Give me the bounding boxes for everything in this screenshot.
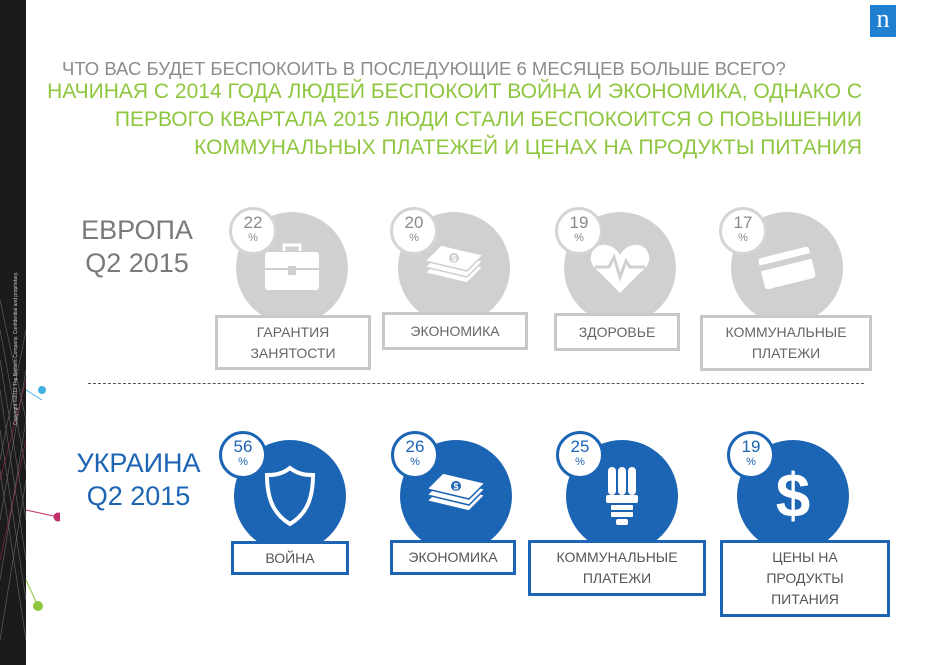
- copyright-text: Copyright ©2012 The Nielsen Company. Confidential and proprietary.: [13, 271, 19, 425]
- percent-badge: [390, 207, 438, 255]
- percent-badge: [229, 207, 277, 255]
- concern-label: КОММУНАЛЬНЫЕ ПЛАТЕЖИ: [528, 540, 706, 596]
- percent-value: 25: [570, 437, 590, 456]
- credit-card-icon: [757, 244, 817, 292]
- green-dot-icon: [33, 601, 43, 611]
- percent-value: 56: [233, 437, 253, 456]
- percent-badge: [719, 207, 767, 255]
- percent-sign: %: [746, 456, 756, 468]
- svg-text:$: $: [451, 253, 457, 264]
- region-ukraine-heading: [66, 447, 211, 513]
- finding-headline: НАЧИНАЯ С 2014 ГОДА ЛЮДЕЙ БЕСПОКОИТ ВОЙНА И ЭКОНОМИКА, ОДНАКО С ПЕРВОГО КВАРТАЛА 2015 ЛЮДИ СТАЛИ БЕСПОКОИТСЯ О ПОВЫШЕНИИ КОММУНАЛЬНЫХ ПЛАТЕЖЕЙ И ЦЕНАХ НА ПРОДУКТЫ ПИТАНИЯ: [47, 80, 862, 159]
- percent-sign: %: [409, 232, 419, 244]
- svg-text:$: $: [775, 463, 811, 529]
- briefcase-icon: [262, 242, 322, 294]
- red-dot-icon: [54, 513, 61, 522]
- percent-badge: [391, 431, 439, 479]
- percent-sign: %: [248, 232, 258, 244]
- percent-value: 19: [741, 437, 761, 456]
- svg-text:$: $: [453, 481, 459, 492]
- concern-label: ВОЙНА: [231, 541, 349, 575]
- percent-sign: %: [574, 232, 584, 244]
- region-period: Q2 2015: [86, 481, 191, 511]
- region-period: Q2 2015: [85, 248, 189, 278]
- copyright-note: [4, 232, 20, 432]
- concern-label: ЦЕНЫ НА ПРОДУКТЫ ПИТАНИЯ: [720, 540, 890, 617]
- heart-pulse-icon: [589, 241, 651, 295]
- percent-badge: [727, 431, 775, 479]
- percent-value: 17: [733, 213, 753, 232]
- percent-badge: [219, 431, 267, 479]
- money-icon: [423, 471, 489, 521]
- light-bulb-icon: [602, 465, 642, 527]
- shield-icon: [263, 465, 317, 527]
- percent-badge: [556, 431, 604, 479]
- dollar-icon: [773, 463, 813, 529]
- blue-dot-icon: [38, 386, 46, 394]
- concern-label: ЗДОРОВЬЕ: [554, 313, 680, 351]
- money-icon: [421, 243, 487, 293]
- nielsen-logo: n: [870, 5, 896, 37]
- section-divider: [88, 383, 864, 384]
- decorative-dots: [20, 380, 60, 620]
- region-name: ЕВРОПА: [81, 215, 193, 245]
- concern-label: ЭКОНОМИКА: [390, 540, 516, 575]
- percent-sign: %: [575, 456, 585, 468]
- region-europe-heading: [72, 214, 202, 280]
- concern-label: ГАРАНТИЯ ЗАНЯТОСТИ: [215, 315, 371, 370]
- percent-value: 26: [405, 437, 425, 456]
- percent-value: 19: [569, 213, 589, 232]
- region-name: УКРАИНА: [76, 448, 201, 478]
- percent-badge: [555, 207, 603, 255]
- concern-label: КОММУНАЛЬНЫЕ ПЛАТЕЖИ: [700, 315, 872, 371]
- percent-value: 22: [243, 213, 263, 232]
- percent-sign: %: [238, 456, 248, 468]
- concern-label: ЭКОНОМИКА: [382, 312, 528, 350]
- percent-value: 20: [404, 213, 424, 232]
- percent-sign: %: [738, 232, 748, 244]
- percent-sign: %: [410, 456, 420, 468]
- question-title: ЧТО ВАС БУДЕТ БЕСПОКОИТЬ В ПОСЛЕДУЮЩИЕ 6 МЕСЯЦЕВ БОЛЬШЕ ВСЕГО?: [62, 58, 786, 79]
